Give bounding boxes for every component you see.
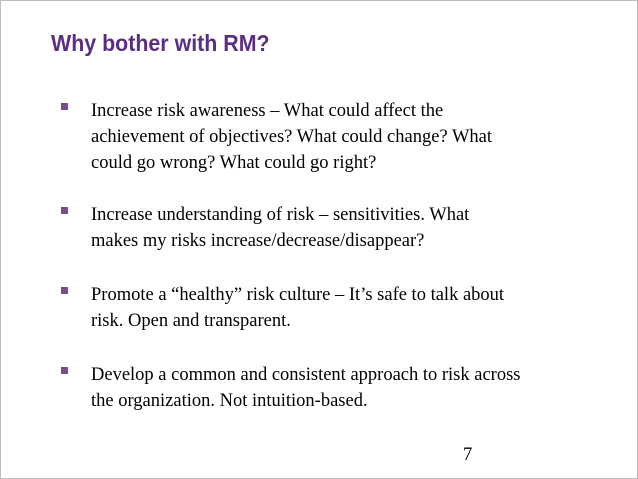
bullet-line: the organization. Not intuition-based. <box>91 391 368 411</box>
square-bullet-icon <box>61 207 68 214</box>
bullet-text <box>91 98 611 176</box>
slide-title: Why bother with RM? <box>51 30 270 56</box>
square-bullet-icon <box>61 103 68 110</box>
bullet-line: Increase understanding of risk – sensitivities. What <box>91 205 470 225</box>
bullet-text <box>91 282 611 334</box>
bullet-line: Promote a “healthy” risk culture – It’s safe to talk about <box>91 285 505 305</box>
bullet-line: Increase risk awareness – What could affect the <box>91 101 444 121</box>
bullet-line: makes my risks increase/decrease/disappear? <box>91 231 425 251</box>
bullet-line: Develop a common and consistent approach to risk across <box>91 365 521 385</box>
bullet-line: achievement of objectives? What could change? What <box>91 127 493 147</box>
square-bullet-icon <box>61 367 68 374</box>
page-number: 7 <box>463 445 473 465</box>
square-bullet-icon <box>61 287 68 294</box>
bullet-text <box>91 362 611 414</box>
bullet-line: risk. Open and transparent. <box>91 311 291 331</box>
bullet-line: could go wrong? What could go right? <box>91 153 377 173</box>
bullet-text <box>91 202 611 254</box>
bullet-list <box>1 1 637 478</box>
